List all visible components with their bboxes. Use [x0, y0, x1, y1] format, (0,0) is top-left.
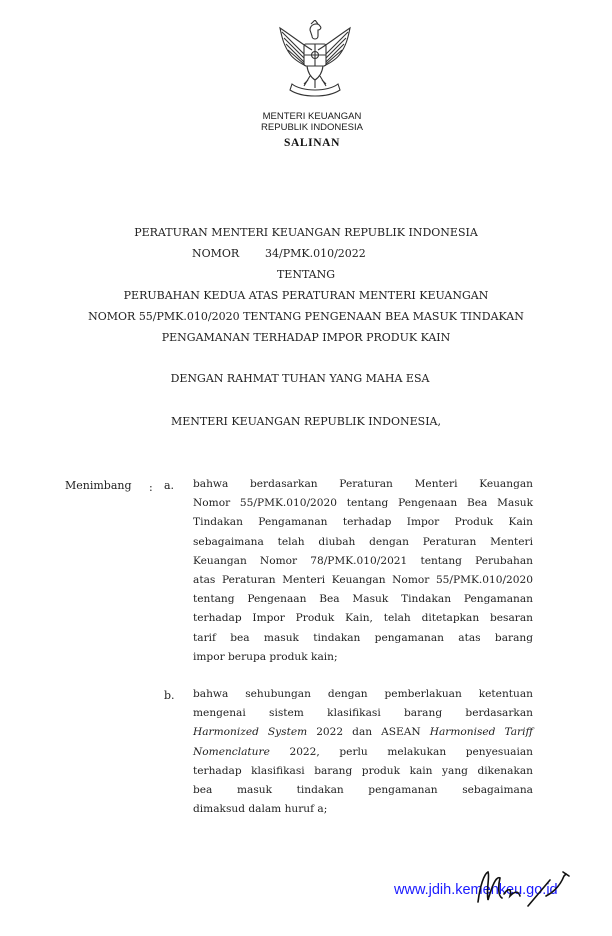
item-b-line: bahwa sehubungan dengan pemberlakuan ketentuan: [193, 688, 533, 700]
tentang-label: TENTANG: [276, 268, 336, 281]
item-a-line: tarif bea masuk tindakan pengamanan atas barang: [193, 631, 533, 644]
nomenclature-term: Nomenclature: [193, 745, 270, 758]
subject-line-2: NOMOR 55/PMK.010/2020 TENTANG PENGENAAN BEA MASUK TINDAKAN: [88, 310, 524, 323]
item-a-line: Keuangan Nomor 78/PMK.010/2021 tentang Perubahan: [193, 554, 533, 567]
item-a-line: tentang Pengenaan Bea Masuk Tindakan Pengamanan: [193, 593, 533, 606]
item-a-line: sebagaimana telah diubah dengan Peraturan Menteri: [193, 535, 533, 548]
copy-label: SALINAN: [284, 137, 340, 149]
item-a-line: terhadap Impor Produk Kain, telah ditetapkan besaran: [193, 612, 533, 625]
item-b-line: mengenai sistem klasifikasi barang berdasarkan: [193, 707, 533, 720]
garuda-emblem-icon: [274, 20, 356, 100]
nomor-label: NOMOR: [192, 247, 240, 260]
ministry-name-line2: REPUBLIK INDONESIA: [261, 122, 363, 133]
ministry-name-line1: MENTERI KEUANGAN: [262, 111, 362, 122]
item-b-marker: b.: [164, 689, 175, 702]
regulation-title: PERATURAN MENTERI KEUANGAN REPUBLIK INDONESIA: [134, 226, 478, 239]
considerations-colon: :: [149, 481, 153, 494]
item-b-line: dimaksud dalam huruf a;: [193, 803, 328, 816]
item-a-line: Tindakan Pengamanan terhadap Impor Produk Kain: [193, 516, 533, 529]
authority-line: MENTERI KEUANGAN REPUBLIK INDONESIA,: [170, 415, 442, 428]
blessing-line: DENGAN RAHMAT TUHAN YANG MAHA ESA: [170, 372, 430, 385]
consideration-item-a: [193, 475, 533, 667]
consideration-item-b: [193, 685, 533, 819]
considerations-label: Menimbang: [65, 479, 132, 492]
item-b-line-text: 2022, perlu melakukan penyesuaian: [269, 745, 533, 758]
subject-line-3: PENGAMANAN TERHADAP IMPOR PRODUK KAIN: [161, 331, 451, 344]
jdih-website-link[interactable]: www.jdih.kemenkeu.go.id: [394, 882, 558, 898]
item-b-line: terhadap klasifikasi barang produk kain yang dikenakan: [193, 764, 533, 777]
item-a-line: Nomor 55/PMK.010/2020 tentang Pengenaan Bea Masuk: [193, 497, 533, 510]
nomor-value: 34/PMK.010/2022: [265, 247, 366, 260]
item-a-line: bahwa berdasarkan Peraturan Menteri Keuangan: [193, 478, 533, 490]
item-a-line: impor berupa produk kain;: [193, 650, 338, 663]
item-a-line: atas Peraturan Menteri Keuangan Nomor 55/PMK.010/2020: [193, 574, 533, 587]
item-b-line: bea masuk tindakan pengamanan sebagaimana: [193, 784, 533, 797]
harmonised-tariff-term: Harmonised Tariff: [429, 726, 533, 739]
item-b-line-text: 2022 dan ASEAN: [307, 726, 430, 739]
harmonized-system-term: Harmonized System: [193, 726, 308, 739]
item-a-marker: a.: [164, 479, 175, 492]
subject-line-1: PERUBAHAN KEDUA ATAS PERATURAN MENTERI KEUANGAN: [123, 289, 489, 302]
item-b-line: [193, 743, 533, 762]
item-b-line: [193, 723, 533, 742]
